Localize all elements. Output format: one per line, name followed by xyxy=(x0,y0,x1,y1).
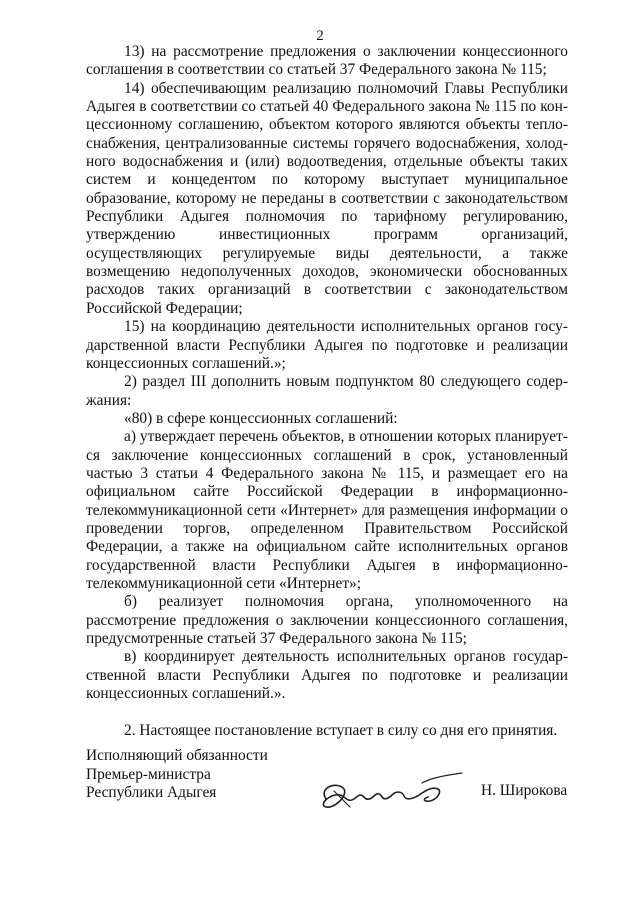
paragraph-subitem-a: а) утверждает перечень объектов, в отношении которых планируется заключение концессионных соглашений в срок, установленный частью 3 статьи 4 Федерального закона № 115, и размещает его на официальном сайте Российской Федерации в информационно-телекоммуникационной сети «Интернет» для размещения информации о проведении торгов, определенном Правительством Российской Федерации, а также на официальном сайте исполнительных органов государственной власти Республики Адыгея в информационно-телекоммуникационной сети «Интернет»; xyxy=(86,428,568,592)
paragraph-item-15: 15) на координацию деятельности исполнительных органов государственной власти Республики Адыгея по подготовке и реализации концессионных соглашений.»; xyxy=(86,318,568,372)
paragraph-item-13: 13) на рассмотрение предложения о заключении концессионного соглашения в соответствии со статьей 37 Федерального закона № 115; xyxy=(86,43,568,79)
signer-name: Н. Широкова xyxy=(481,782,568,799)
final-clause: 2. Настоящее постановление вступает в силу со дня его принятия. xyxy=(124,722,558,740)
paragraph-subitem-b: б) реализует полномочия органа, уполномоченного на рассмотрение предложения о заключении концессионного соглашения, предусмотренные статьей 37 Федерального закона № 115; xyxy=(86,593,568,647)
paragraph-subitem-v: в) координирует деятельность исполнительных органов государственной власти Республики Адыгея по подготовке и реализации концессионных соглашений.». xyxy=(86,648,568,703)
paragraph-item-14: 14) обеспечивающим реализацию полномочий Главы Республики Адыгея в соответствии со статьей 40 Федерального закона № 115 по концессионному соглашению, объектом которого являются объекты теплоснабжения, централизованные системы горячего водоснабжения, холодного водоснабжения и (или) водоотведения, отдельные объекты таких систем и концедентом по которому выступает муниципальное образование, которому не переданы в соответствии с законодательством Республики Адыгея полномочия по тарифному регулированию, утверждению инвестиционных программ организаций, осуществляющих регулируемые виды деятельности, а также возмещению недополученных доходов, экономически обоснованных расходов таких организаций в соответствии с законодательством Российской Федерации; xyxy=(86,79,568,317)
page-number: 2 xyxy=(316,28,324,44)
paragraph-section-3-amendment: 2) раздел III дополнить новым подпунктом 80 следующего содержания: xyxy=(86,373,568,409)
signature-block xyxy=(86,747,568,807)
paragraph-subitem-80: «80) в сфере концессионных соглашений: xyxy=(124,409,398,427)
signer-title-line: Исполняющий обязанности xyxy=(86,747,268,764)
signer-title-line: Республики Адыгея xyxy=(86,784,217,801)
document-body xyxy=(86,43,568,741)
handwritten-signature xyxy=(304,769,469,819)
signer-title-line: Премьер-министра xyxy=(86,765,211,783)
